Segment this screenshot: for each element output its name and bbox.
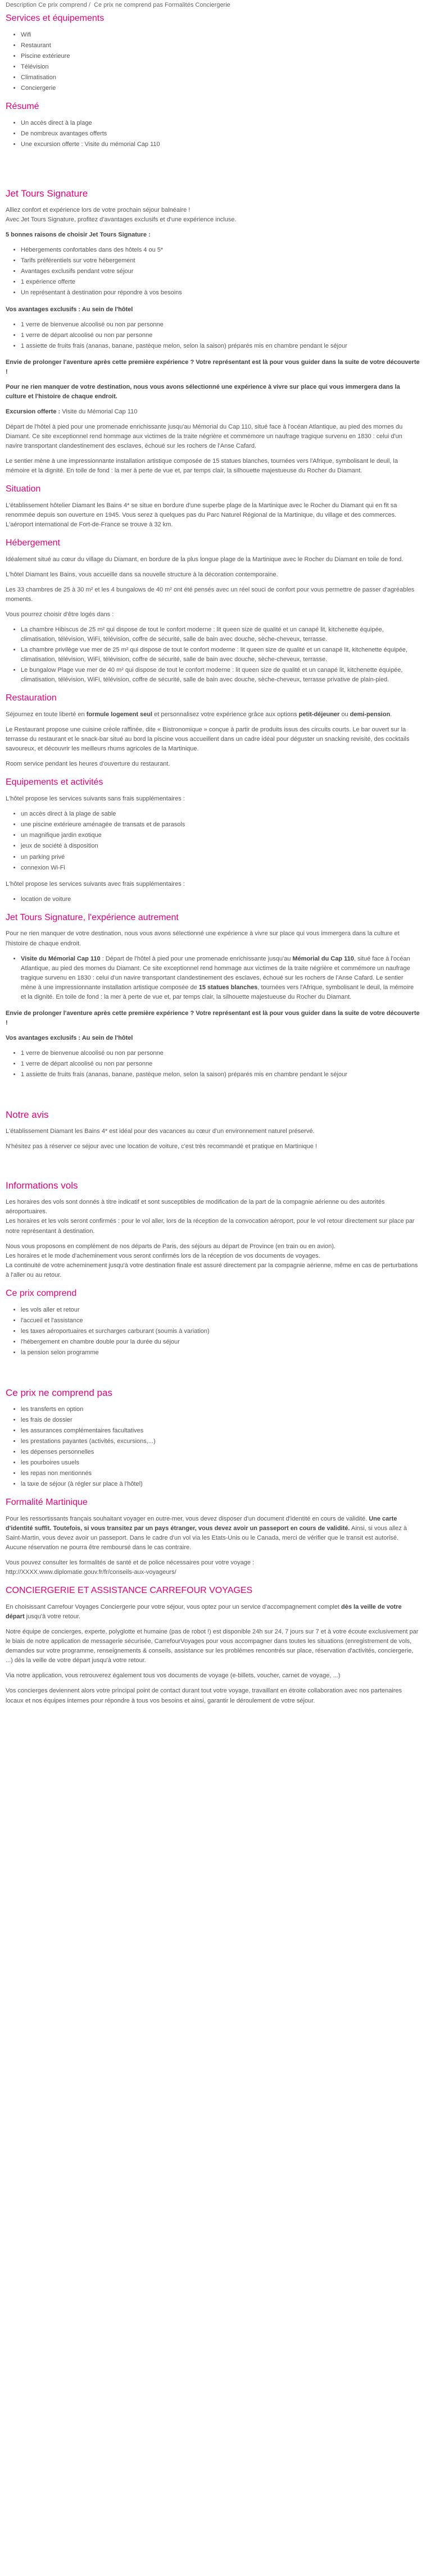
restauration-p1-part: ou <box>339 711 350 718</box>
experience-extend: Envie de prolonger l'aventure après cette première expérience ? Votre représentant est là pour vous guider dans la suite de votre découverte ! <box>6 1009 420 1026</box>
signature-p1: Alliez confort et expérience lors de votre prochain séjour balnéaire ! <box>6 207 191 214</box>
conciergerie-title: CONCIERGERIE ET ASSISTANCE CARREFOUR VOYAGES <box>6 1586 253 1596</box>
list-item: • De nombreux avantages offerts <box>21 129 420 139</box>
list-item: • un accès direct à la plage de sable <box>21 809 420 819</box>
signature-advantages-title: Vos avantages exclusifs : Au sein de l'hôtel <box>6 306 133 313</box>
conciergerie-p1-bold: dès la veille de votre départ <box>6 1604 402 1621</box>
list-item: • la taxe de séjour (à régler sur place à l'hôtel) <box>21 1480 420 1489</box>
signature-p2: Avec Jet Tours Signature, profitez d'avantages exclusifs et d'une expérience incluse. <box>6 216 237 224</box>
list-item: • 1 assiette de fruits frais (ananas, banane, pastèque melon, selon la saison) préparés mis en chambre pendant le séjour <box>21 342 420 351</box>
resume-title: Résumé <box>6 102 39 112</box>
equipements-free-list <box>6 809 420 872</box>
list-item: • l'accueil et l'assistance <box>21 1316 420 1326</box>
list-item: • Conciergerie <box>21 84 420 93</box>
excursion-value: Visite du Mémorial Cap 110 <box>62 408 138 415</box>
list-item: • jeux de société à disposition <box>21 841 420 851</box>
formalite-p1-part: Ainsi, si vous allez à Saint-Martin, vous devez avoir un passeport. Dans le cadre d'un vol via les Etats-Unis ou le Canada, merci de vérifier que le transit est autorisé. Aucune réservation ne pourra être remboursé dans le cas contraire. <box>6 1525 407 1551</box>
experience-item-bold: 15 statues blanches <box>198 984 258 991</box>
list-item: • les pourboires usuels <box>21 1458 420 1468</box>
list-item: • Le bungalow Plage vue mer de 40 m² qui dispose de tout le confort moderne : lit queen size de qualité et un canapé lit, kitchenette équipée, climatisation, télévision, WiFi, télévision, coffre de sécurité, salle de bain avec douche, sèche-cheveux, terrasse privative de plain-pied. <box>21 666 420 685</box>
formalite-link[interactable]: http://XXXX.www.diplomatie.gouv.fr/fr/conseils-aux-voyageurs/ <box>6 1569 176 1576</box>
experience-item-bold: Mémorial du Cap 110 <box>292 955 354 962</box>
restauration-p1-bold: petit-déjeuner <box>298 711 340 718</box>
signature-advantages-list <box>6 320 420 351</box>
comprend-list <box>6 1305 420 1358</box>
hebergement-p4: Vous pourrez choisir d'être logés dans : <box>6 611 114 618</box>
signature-intro <box>6 206 420 225</box>
list-item: • Piscine extérieure <box>21 52 420 61</box>
restauration-p1-part: Séjournez en toute liberté en <box>6 711 87 718</box>
conciergerie-p1 <box>6 1603 420 1622</box>
infos-p1-text: Les horaires des vols sont donnés à titre indicatif et sont susceptibles de modification de la part de la compagnie aérienne ou des autorités aéroportuaires. <box>6 1199 385 1216</box>
infos-p5-text: La continuité de votre acheminement jusqu'à votre destination finale est assuré directement par la compagnie aérienne, même en cas de perturbations à l'aller ou au retour. <box>6 1262 418 1278</box>
excursion-label: Excursion offerte : <box>6 408 61 415</box>
hebergement-p2: L'hôtel Diamant les Bains, vous accueille dans sa nouvelle structure à la décoration contemporaine. <box>6 571 278 578</box>
equipements-p1: L'hôtel propose les services suivants sans frais supplémentaires : <box>6 795 185 803</box>
nav-description[interactable]: Description <box>6 2 37 8</box>
experience-advantages-list <box>6 1049 420 1080</box>
list-item: • un parking privé <box>21 853 420 862</box>
list-item: • location de voiture <box>21 895 420 904</box>
services-list <box>6 30 420 93</box>
list-item <box>21 954 420 1002</box>
restauration-p1-bold: formule logement seul <box>86 711 153 718</box>
equipements-p2: L'hôtel propose les services suivants avec frais supplémentaires : <box>6 880 185 888</box>
formalite-p1 <box>6 1514 420 1553</box>
signature-sculpture: Le sentier mène à une impressionnante installation artistique composée de 15 statues blanches, tournées vers l'Afrique, symbolisant le deuil, la mémoire et la dignité. En toile de fond : la mer à perte de vue et, par temps clair, la silhouette majestueuse du Rocher du Diamant. <box>6 458 398 475</box>
hebergement-title: Hébergement <box>6 538 60 548</box>
list-item: • La chambre Hibiscus de 25 m² qui dispose de tout le confort moderne : lit queen size de qualité et un canapé lit, kitchenette équipée, climatisation, télévision, WiFi, télévision, coffre de sécurité, salle de bain avec douche, sèche-cheveux, terrasse. <box>21 625 420 644</box>
list-item: • les assurances complémentaires facultatives <box>21 1426 420 1436</box>
list-item: • un magnifique jardin exotique <box>21 831 420 840</box>
nav-conciergerie[interactable]: Conciergerie <box>195 2 230 8</box>
conciergerie-p4: Vos concierges deviennent alors votre principal point de contact durant tout votre voyage, travaillant en étroite collaboration avec nos partenaires locaux et nos équipes internes pour répondre à tous vos besoins et ainsi, garantir le déroulement de votre séjour. <box>6 1687 402 1704</box>
list-item: • 1 assiette de fruits frais (ananas, banane, pastèque melon, selon la saison) préparés mis en chambre pendant le séjour <box>21 1070 420 1080</box>
services-title: Services et équipements <box>6 13 105 24</box>
experience-title: Jet Tours Signature, l'expérience autrement <box>6 912 179 922</box>
list-item: • connexion Wi-Fi <box>21 863 420 873</box>
infos-p3-text: Nous vous proposons en complément de nos départs de Paris, des séjours au départ de Province (en train ou en avion). <box>6 1243 336 1250</box>
list-item: • 1 verre de départ alcoolisé ou non par personne <box>21 331 420 340</box>
list-item: • 1 verre de bienvenue alcoolisé ou non par personne <box>21 1049 420 1058</box>
rooms-list <box>6 625 420 685</box>
formalite-title: Formalité Martinique <box>6 1498 88 1508</box>
restauration-title: Restauration <box>6 693 57 703</box>
list-item: • Hébergements confortables dans des hôtels 4 ou 5* <box>21 245 420 255</box>
list-item: • les prestations payantes (activités, excursions,...) <box>21 1437 420 1446</box>
list-item: • Wifi <box>21 30 420 40</box>
comprend-title: Ce prix comprend <box>6 1288 77 1298</box>
signature-depart: Départ de l'hôtel à pied pour une promenade enrichissante jusqu'au Mémorial du Cap 110, situé face à l'océan Atlantique, au pied des mornes du Diamant. Ce site exceptionnel rend hommage aux victimes de la traite négrière et commémore un naufrage tragique survenu en 1830 : celui d'un navire transportant clandestinement des esclaves, échoué sur les rochers de l'Anse Cafard. <box>6 423 403 450</box>
signature-extend: Envie de prolonger l'aventure après cette première expérience ? Votre représentant est là pour vous guider dans la suite de votre découverte ! <box>6 358 420 375</box>
infos-vols-title: Informations vols <box>6 1180 78 1191</box>
restauration-p1-bold: demi-pension <box>350 711 391 718</box>
resume-list <box>6 119 420 149</box>
nav-prix-ne-comprend[interactable]: Ce prix ne comprend pas <box>94 2 163 8</box>
hebergement-p3: Les 33 chambres de 25 à 30 m² et les 4 bungalows de 40 m² ont été pensés avec un réel souci de confort pour vous permettre de passer d'agréables moments. <box>6 586 415 603</box>
avis-p2: N'hésitez pas à réserver ce séjour avec une location de voiture, c'est très recommandé et pratique en Martinique ! <box>6 1143 317 1150</box>
list-item: • les transferts en option <box>21 1405 420 1414</box>
avis-title: Notre avis <box>6 1109 49 1121</box>
restauration-p1 <box>6 710 420 720</box>
experience-item-part: : Départ de l'hôtel à pied pour une promenade enrichissante jusqu'au <box>100 955 293 962</box>
infos-p3 <box>6 1242 420 1280</box>
list-item: • une piscine extérieure aménagée de transats et de parasols <box>21 820 420 830</box>
hebergement-p1: Idéalement situé au cœur du village du Diamant, en bordure de la plus longue plage de la Martinique avec le Rocher du Diamant en toile de fond. <box>6 556 404 563</box>
restauration-p1-part: . <box>390 711 392 718</box>
restauration-p1-part: et personnalisez votre expérience grâce aux options <box>152 711 299 718</box>
list-item: • 1 verre de départ alcoolisé ou non par personne <box>21 1059 420 1069</box>
formalite-p1-bold: Une carte d'identité suffit. Toutefois, si vous transitez par un pays étranger, vous devez avoir un passeport en cours de validité. <box>6 1515 397 1532</box>
list-item: • Un représentant à destination pour répondre à vos besoins <box>21 288 420 298</box>
list-item: • Tarifs préférentiels sur votre hébergement <box>21 256 420 266</box>
list-item: • Avantages exclusifs pendant votre séjour <box>21 267 420 276</box>
list-item: • les vols aller et retour <box>21 1305 420 1315</box>
experience-list <box>6 954 420 1002</box>
conciergerie-p3: Via notre application, vous retrouverez également tous vos documents de voyage (e-billets, voucher, carnet de voyage, ...) <box>6 1672 341 1680</box>
experience-item-label: Visite du Mémorial Cap 110 <box>21 955 101 962</box>
situation-title: Situation <box>6 484 41 494</box>
list-item: • 1 verre de bienvenue alcoolisé ou non par personne <box>21 320 420 330</box>
equipements-title: Equipements et activités <box>6 777 103 788</box>
infos-p1 <box>6 1198 420 1236</box>
conciergerie-p1-part: En choisissant Carrefour Voyages Conciergerie pour votre séjour, vous optez pour un service d'accompagnement complet <box>6 1604 342 1611</box>
signature-excursion <box>6 407 420 417</box>
formalite-p2-text: Vous pouvez consulter les formalités de santé et de police nécessaires pour votre voyage : <box>6 1559 255 1567</box>
list-item: • Restaurant <box>21 41 420 51</box>
section-nav: Description Ce prix comprend / Ce prix ne comprend pas Formalités Conciergerie <box>6 2 230 8</box>
list-item: • les repas non mentionnés <box>21 1469 420 1478</box>
experience-p1: Pour ne rien manquer de votre destination, nous vous avons sélectionné une expérience à vivre sur place qui vous immergera dans la culture et l'histoire de chaque endroit. <box>6 930 400 947</box>
list-item: • La chambre privilège vue mer de 25 m² qui dispose de tout le confort moderne : lit queen size de qualité et un canapé lit, kitchenette équipée, climatisation, télévision, WiFi, télévision, coffre de sécurité, salle de bain avec douche, sèche-cheveux, terrasse. <box>21 645 420 665</box>
list-item: • Une excursion offerte : Visite du mémorial Cap 110 <box>21 140 420 149</box>
equipements-paid-list <box>6 895 420 904</box>
avis-p1: L'établissement Diamant les Bains 4* est idéal pour des vacances au cœur d'un environnement naturel préservé. <box>6 1128 315 1135</box>
list-item: • Télévision <box>21 62 420 72</box>
list-item: • Un accès direct à la plage <box>21 119 420 128</box>
situation-text: L'établissement hôtelier Diamant les Bains 4* se situe en bordure d'une superbe plage de la Martinique avec le Rocher du Diamant qui en fit sa renommée depuis son ouverture en 1945. Vous serez à quelques pas du Parc Naturel Régional de la Martinique, du village et des commerces. L'aéroport international de Fort-de-France se trouve à 32 km. <box>6 502 397 529</box>
nav-formalites[interactable]: Formalités <box>165 2 194 8</box>
signature-title: Jet Tours Signature <box>6 188 88 199</box>
infos-p2-text: Les horaires et les vols seront confirmés : pour le vol aller, lors de la réception de la convocation aéroport, pour le vol retour directement sur place par notre représentant à destination. <box>6 1218 415 1235</box>
signature-more: Pour ne rien manquer de votre destination, nous vous avons sélectionné une expérience à vivre sur place qui vous immergera dans la culture et l'histoire de chaque endroit. <box>6 383 400 400</box>
list-item: • l'hébergement en chambre double pour la durée du séjour <box>21 1337 420 1347</box>
list-item: • les taxes aéroportuaires et surcharges carburant (soumis à variation) <box>21 1327 420 1336</box>
list-item: • les dépenses personnelles <box>21 1448 420 1457</box>
signature-reasons-title: 5 bonnes raisons de choisir Jet Tours Signature : <box>6 231 151 239</box>
list-item: • les frais de dossier <box>21 1416 420 1425</box>
experience-advantages-title: Vos avantages exclusifs : Au sein de l'hôtel <box>6 1034 133 1041</box>
conciergerie-p1-part: jusqu'à votre retour. <box>24 1613 80 1621</box>
restauration-p3: Room service pendant les heures d'ouverture du restaurant. <box>6 761 170 768</box>
ne-comprend-list <box>6 1405 420 1489</box>
list-item: • Climatisation <box>21 73 420 83</box>
experience-item-part: , situé face à l'océan Atlantique, au pied des mornes du Diamant. Ce site exceptionnel rend hommage aux victimes de la traite négrière et commémore un naufrage tragique survenu en 1830 : celui d'un navire transportant clandestinement des esclaves, échoué sur les rochers de l'Anse Cafard. Le sentier mène à une impressionnante installation artistique composée de <box>21 955 410 991</box>
experience-item-part: , tournées vers l'Afrique, symbolisant le deuil, la mémoire et la dignité. En toile de fond : la mer à perte de vue et, par temps clair, la silhouette majestueuse du Rocher du Diamant. <box>21 984 414 1000</box>
ne-comprend-title: Ce prix ne comprend pas <box>6 1387 112 1398</box>
restauration-p2: Le Restaurant propose une cuisine créole raffinée, dite « Bistronomique » conçue à partir de produits issus des circuits courts. Le bar ouvert sur la terrasse du restaurant et le snack-bar situé au bord la piscine vous accueillent dans un cadre idéal pour déguster un snacking revisité, des cocktails savoureux, et découvrir les meilleurs rhums agricoles de la Martinique. <box>6 726 410 753</box>
formalite-p2 <box>6 1558 420 1577</box>
infos-p4-text: Les horaires et le mode d'acheminement vous seront confirmés lors de la réception de vos documents de voyages. <box>6 1252 320 1259</box>
nav-prix-comprend[interactable]: Ce prix comprend <box>38 2 87 8</box>
signature-reasons-list <box>6 245 420 298</box>
formalite-p1-part: Pour les ressortissants français souhaitant voyager en outre-mer, vous devez disposer d'un document d'identité en cours de validité. <box>6 1515 369 1523</box>
list-item: • la pension selon programme <box>21 1348 420 1358</box>
conciergerie-p2: Notre équipe de concierges, experte, polyglotte et humaine (pas de robot !) est disponible 24h sur 24, 7 jours sur 7 et à votre écoute exclusivement par le biais de notre application de messagerie sécurisée, CarrefourVoyages pour vous accompagner dans toutes les situations (enregistrement de vols, demandes sur votre programme, renseignements & conseils, assistance sur les problèmes rencontrés sur place, réservation d'activités, conciergerie, ...) dès la veille de votre départ jusqu'à votre retour. <box>6 1628 419 1664</box>
list-item: • 1 expérience offerte <box>21 277 420 287</box>
